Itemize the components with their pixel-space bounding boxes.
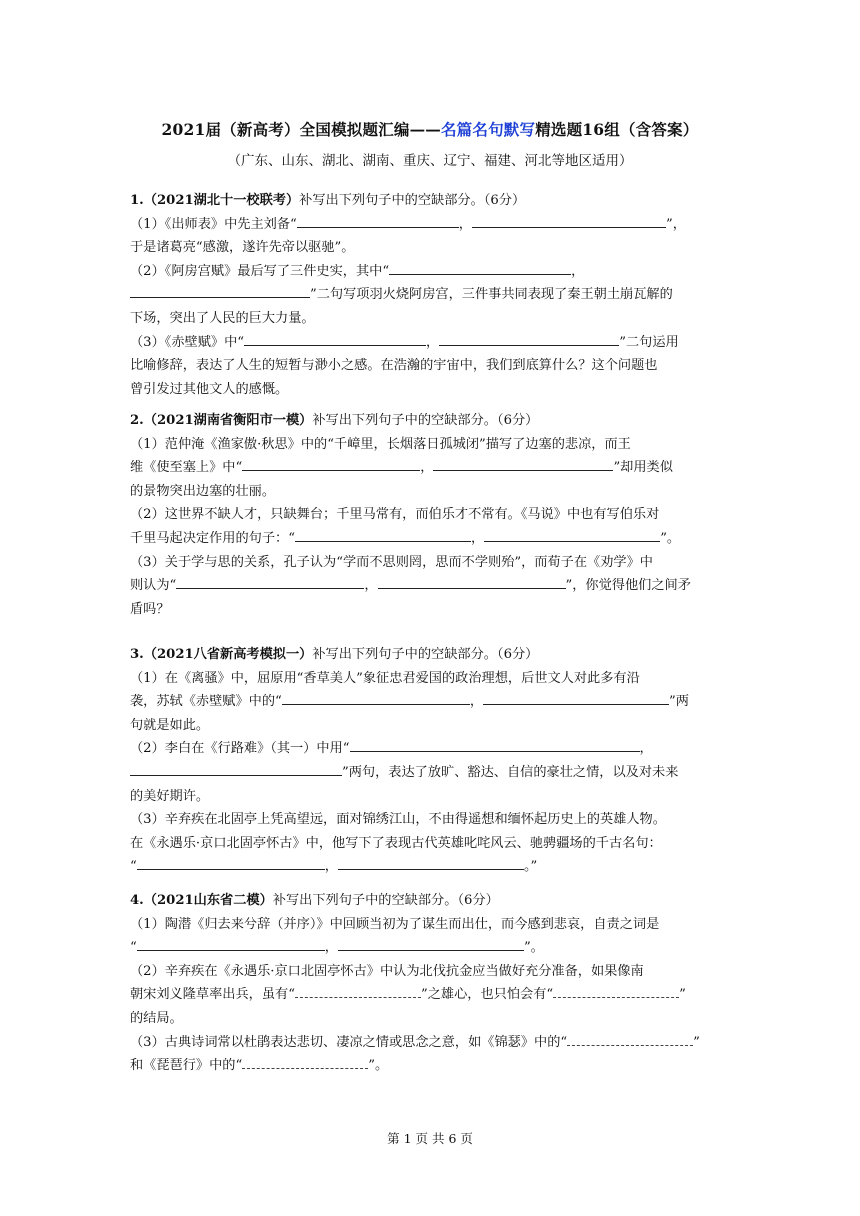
question-source: （2021湖北十一校联考）: [143, 193, 300, 208]
page-subtitle: （广东、山东、湖北、湖南、重庆、辽宁、福建、河北等地区适用）: [227, 153, 633, 169]
question-number: 3.: [130, 647, 144, 662]
question-item-cont: 的结局。: [130, 1010, 183, 1026]
question-item: （3）辛弃疾在北固亭上凭高望远，面对锦绣江山，不由得遥想和缅怀起历史上的英雄人物。: [130, 812, 666, 828]
question-source: （2021八省新高考模拟一）: [143, 647, 313, 662]
question-item-cont: 于是诸葛亮“感激，遂许先帝以驱驰”。: [130, 240, 355, 256]
question-instruction: 补写出下列句子中的空缺部分。（6分）: [299, 193, 526, 208]
question-number: 1.: [130, 193, 144, 208]
answer-blank[interactable]: [483, 690, 669, 705]
question-item: （3）古典诗词常以杜鹃表达悲切、凄凉之情或思念之意，如《锦瑟》中的“ ”: [130, 1031, 730, 1055]
question-instruction: 补写出下列句子中的空缺部分。（6分）: [312, 647, 539, 662]
question-item-cont: 的景物突出边塞的壮丽。: [130, 483, 276, 499]
question-item-cont: 维《使至塞上》中“ ， ”却用类似: [130, 456, 730, 480]
answer-blank[interactable]: [350, 737, 640, 752]
question-item: （2）这世界不缺人才，只缺舞台；千里马常有，而伯乐才不常有。《马说》中也有写伯乐对: [130, 507, 660, 523]
answer-blank[interactable]: [176, 574, 364, 589]
answer-blank[interactable]: [338, 855, 524, 870]
question-item-cont: 曾引发过其他文人的感慨。: [130, 381, 289, 397]
answer-blank[interactable]: [295, 527, 471, 542]
question-number: 4.: [130, 893, 144, 908]
question-item-cont: 则认为“ ， ”，你觉得他们之间矛: [130, 574, 730, 598]
question-3: [130, 643, 730, 879]
question-item: （3）《赤壁赋》中“ ， ”二句运用: [130, 331, 730, 355]
answer-blank[interactable]: [137, 936, 325, 951]
answer-blank[interactable]: [338, 936, 524, 951]
question-4: [130, 889, 730, 1078]
answer-blank[interactable]: [282, 690, 470, 705]
question-item-cont: 下场，突出了人民的巨大力量。: [130, 310, 315, 326]
answer-blank[interactable]: [297, 213, 459, 228]
question-item: （2）辛弃疾在《永遇乐·京口北固亭怀古》中认为北伐抗金应当做好充分准备，如果像南: [130, 963, 644, 979]
answer-blank[interactable]: [295, 983, 421, 998]
question-item: （1）在《离骚》中，屈原用“香草美人”象征忠君爱国的政治理想，后世文人对此多有沿: [130, 670, 640, 686]
question-instruction: 补写出下列句子中的空缺部分。（6分）: [272, 893, 499, 908]
question-2: [130, 409, 730, 621]
answer-blank[interactable]: [244, 331, 426, 346]
answer-blank[interactable]: [484, 527, 660, 542]
question-item: （2）李白在《行路难》（其一）中用“ ，: [130, 737, 730, 761]
question-header: [130, 409, 730, 433]
question-item: （3）关于学与思的关系，孔子认为“学而不思则罔，思而不学则殆”，而荀子在《劝学》中: [130, 554, 653, 570]
question-item: （1）范仲淹《渔家傲·秋思》中的“千嶂里，长烟落日孤城闭”描写了边塞的悲凉，而王: [130, 436, 631, 452]
page-title: [0, 118, 860, 140]
answer-blank[interactable]: [242, 1054, 368, 1069]
question-item-cont: 比喻修辞，表达了人生的短暂与渺小之感。在浩瀚的宇宙中，我们到底算什么？这个问题也: [130, 358, 658, 374]
question-instruction: 补写出下列句子中的空缺部分。（6分）: [312, 413, 539, 428]
question-item-cont: 千里马起决定作用的句子：“ ， ”。: [130, 527, 730, 551]
answer-blank[interactable]: [242, 456, 420, 471]
title-highlight: 名篇名句默写: [440, 120, 536, 139]
question-item-cont: 朝宋刘义隆草率出兵，虽有“ ”之雄心，也只怕会有“ ”: [130, 983, 730, 1007]
answer-blank[interactable]: [553, 983, 679, 998]
title-suffix: 精选题16组（含答案）: [535, 120, 699, 139]
question-source: （2021湖南省衡阳市一模）: [143, 413, 313, 428]
question-source: （2021山东省二模）: [143, 893, 273, 908]
question-header: [130, 889, 730, 913]
question-item-cont: 在《永遇乐·京口北固亭怀古》中，他写下了表现古代英雄叱咤风云、驰骋疆场的千古名句：: [130, 835, 662, 851]
question-item: （1）陶潜《归去来兮辞（并序）》中回顾当初为了谋生而出仕，而今感到悲哀，自责之词是: [130, 916, 660, 932]
title-prefix: 2021届（新高考）全国模拟题汇编——: [161, 120, 441, 139]
answer-blank[interactable]: [439, 331, 619, 346]
answer-blank[interactable]: [472, 213, 666, 228]
question-header: [130, 189, 730, 213]
question-item-cont: 袭，苏轼《赤壁赋》中的“ ， ”两: [130, 690, 730, 714]
question-item-cont: ”二句写项羽火烧阿房宫，三件事共同表现了秦王朝土崩瓦解的: [130, 283, 730, 307]
page-footer: 第 1 页 共 6 页: [387, 1131, 473, 1146]
question-item: （1）《出师表》中先主刘备“ ， ”，: [130, 213, 730, 237]
question-item-cont: “ ， 。”: [130, 855, 730, 879]
question-item-cont: 句就是如此。: [130, 717, 210, 733]
answer-blank[interactable]: [433, 456, 613, 471]
answer-blank[interactable]: [130, 761, 342, 776]
answer-blank[interactable]: [567, 1031, 693, 1046]
answer-blank[interactable]: [137, 855, 325, 870]
answer-blank[interactable]: [389, 260, 571, 275]
question-item-cont: 和《琵琶行》中的“ ”。: [130, 1054, 730, 1078]
answer-blank[interactable]: [130, 283, 310, 298]
question-item-cont: 盾吗？: [130, 601, 170, 617]
question-item-cont: “ ， ”。: [130, 936, 730, 960]
question-item-cont: 的美好期许。: [130, 788, 210, 804]
question-item: （2）《阿房宫赋》最后写了三件史实，其中“ ，: [130, 260, 730, 284]
question-number: 2.: [130, 413, 144, 428]
question-header: [130, 643, 730, 667]
question-1: [130, 189, 730, 401]
question-item-cont: ”两句，表达了放旷、豁达、自信的豪壮之情，以及对未来: [130, 761, 730, 785]
answer-blank[interactable]: [378, 574, 566, 589]
